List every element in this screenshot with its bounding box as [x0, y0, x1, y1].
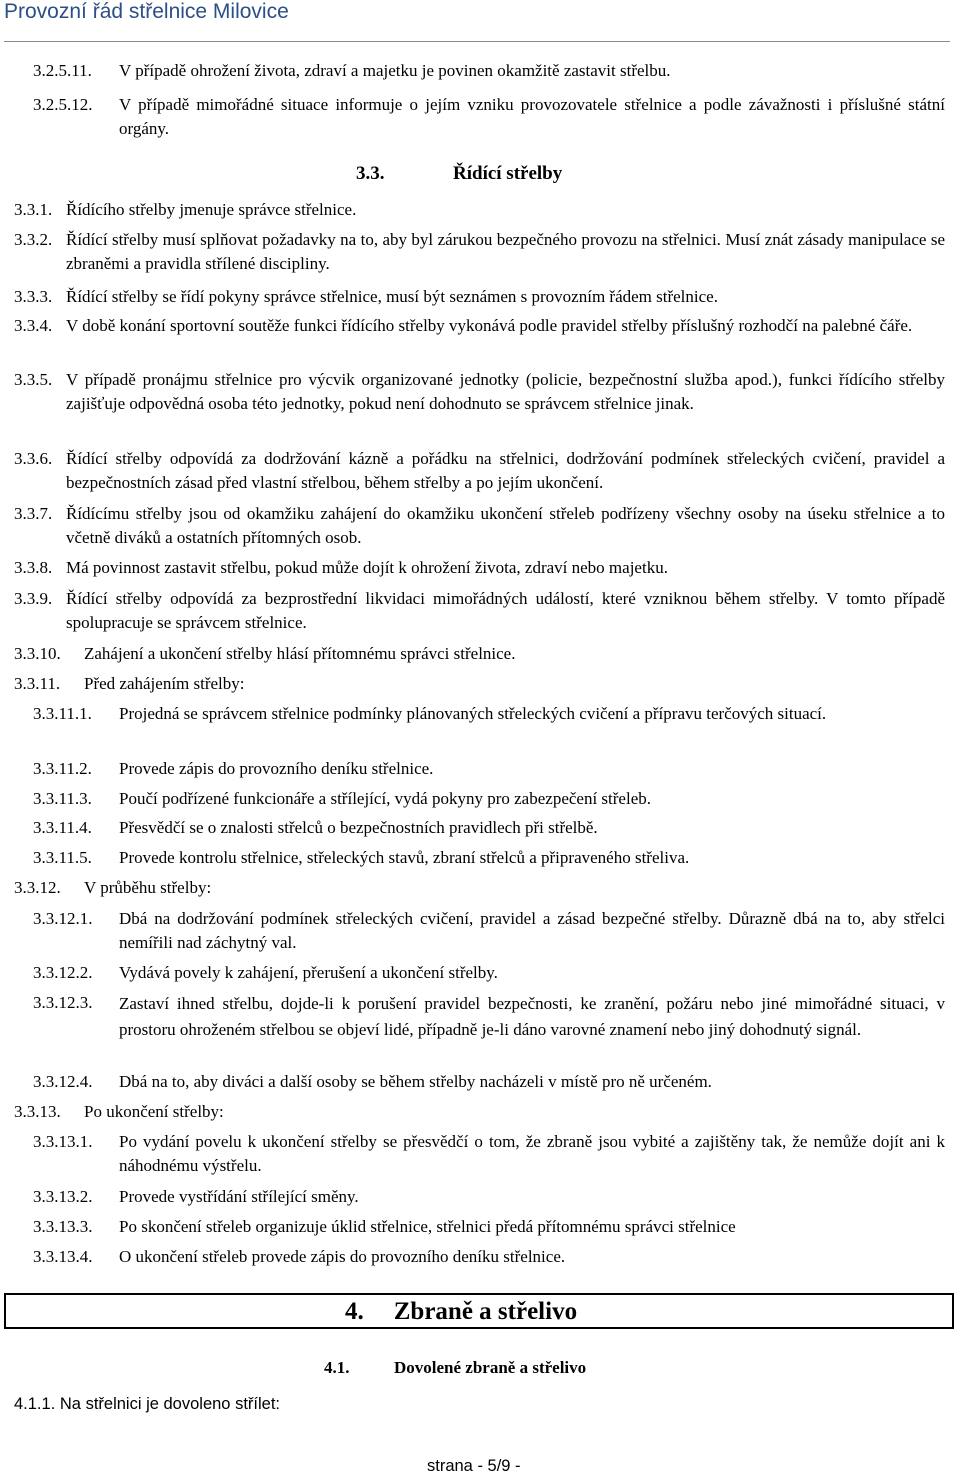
- list-item: [14, 198, 945, 222]
- list-item: [14, 556, 945, 580]
- item-text: Provede vystřídání střílející směny.: [119, 1187, 359, 1206]
- section-number: 4.: [345, 1298, 364, 1325]
- list-item: [14, 447, 945, 495]
- list-item: [33, 1245, 945, 1269]
- page-number: strana - 5/9 -: [427, 1457, 521, 1475]
- item-number: 3.3.11.5.: [33, 848, 92, 867]
- list-item: [14, 1100, 945, 1124]
- item-text: Řídícímu střelby jsou od okamžiku zahájení do okamžiku ukončení střeleb podřízeny všechny osoby na úseku střelnice a to včetně diváků a ostatních přítomných osob.: [66, 504, 945, 547]
- list-item: [33, 1130, 945, 1178]
- item-text: Po skončení střeleb organizuje úklid střelnice, střelnici předá přítomnému správci střelnice: [119, 1217, 736, 1236]
- section-heading: [345, 1296, 577, 1328]
- list-item: [33, 757, 945, 781]
- document-header-title: Provozní řád střelnice Milovice: [4, 0, 289, 23]
- item-text: Má povinnost zastavit střelbu, pokud může dojít k ohrožení života, zdraví nebo majetku.: [66, 558, 668, 577]
- item-text: Zahájení a ukončení střelby hlásí přítomnému správci střelnice.: [84, 644, 516, 663]
- item-number: 3.3.2.: [14, 230, 53, 249]
- list-item: [14, 672, 945, 696]
- item-text: O ukončení střeleb provede zápis do provozního deníku střelnice.: [119, 1247, 566, 1266]
- list-item: [33, 787, 945, 811]
- item-number: 3.3.12.3.: [33, 993, 93, 1012]
- item-text: Provede kontrolu střelnice, střeleckých stavů, zbraní střelců a připraveného střeliva.: [119, 848, 690, 867]
- item-text: Projedná se správcem střelnice podmínky plánovaných střeleckých cvičení a přípravu terčových situací.: [119, 704, 827, 723]
- item-text: Řídící střelby odpovídá za bezprostřední likvidaci mimořádných událostí, které vzniknou během střelby. V tomto případě spolupracuje se správcem střelnice.: [66, 589, 945, 632]
- item-number: 3.3.8.: [14, 558, 53, 577]
- item-text: Poučí podřízené funkcionáře a střílející, vydá pokyny pro zabezpečení střeleb.: [119, 789, 651, 808]
- list-item: [33, 59, 945, 83]
- list-item: [33, 702, 945, 726]
- item-number: 3.3.7.: [14, 504, 53, 523]
- item-number: 3.3.3.: [14, 287, 53, 306]
- header-divider: [4, 41, 950, 42]
- item-text: Řídícího střelby jmenuje správce střelnice.: [66, 200, 357, 219]
- item-number: 3.2.5.11.: [33, 61, 92, 80]
- item-text: Provede zápis do provozního deníku střelnice.: [119, 759, 434, 778]
- section-number: 3.3.: [356, 163, 385, 184]
- item-number: 3.3.11.2.: [33, 759, 92, 778]
- item-number: 3.3.11.1.: [33, 704, 92, 723]
- list-item: [14, 368, 945, 416]
- item-number: 3.3.11.: [14, 674, 61, 693]
- list-item: [14, 502, 945, 550]
- item-number: 3.3.12.4.: [33, 1072, 93, 1091]
- item-number: 3.3.10.: [14, 644, 61, 663]
- list-item: [14, 228, 945, 276]
- list-item: [33, 1070, 945, 1094]
- item-text: Dbá na to, aby diváci a další osoby se během střelby nacházeli v místě pro ně určeném.: [119, 1072, 712, 1091]
- list-item: [33, 93, 945, 141]
- list-item: [33, 907, 945, 955]
- list-item: [14, 642, 945, 666]
- section-heading: Řídící střelby: [453, 163, 563, 184]
- item-text: Zastaví ihned střelbu, dojde-li k porušení pravidel bezpečnosti, ke zranění, požáru nebo jiné mimořádné situaci, v prostoru ohroženém střelbou se objeví lidé, případně je-li dáno varovné znamení nebo jiný dohodnutý signál.: [119, 994, 945, 1039]
- list-item: [14, 314, 945, 338]
- item-number: 3.3.13.2.: [33, 1187, 93, 1206]
- item-number: 3.3.6.: [14, 449, 53, 468]
- list-item: [33, 1215, 945, 1239]
- item-number: 3.3.12.2.: [33, 963, 93, 982]
- item-number: 3.3.13.3.: [33, 1217, 93, 1236]
- item-text: V případě pronájmu střelnice pro výcvik organizované jednotky (policie, bezpečnostní služba apod.), funkci řídícího střelby zajišťuje odpovědná osoba této jednotky, pokud není dohodnuto se správcem střelnice jinak.: [66, 370, 945, 413]
- item-text: V průběhu střelby:: [84, 878, 212, 897]
- item-text: V době konání sportovní soutěže funkci řídícího střelby vykonává podle pravidel střelby příslušný rozhodčí na palebné čáře.: [66, 316, 913, 335]
- item-text: Řídící střelby odpovídá za dodržování kázně a pořádku na střelnici, dodržování podmínek střeleckých cvičení, pravidel a bezpečnostních zásad před vlastní střelbou, během střelby a po jejím ukončení.: [66, 449, 945, 492]
- list-item: [14, 876, 945, 900]
- item-number: 3.3.13.: [14, 1102, 61, 1121]
- item-text: Po ukončení střelby:: [84, 1102, 224, 1121]
- list-item: [33, 846, 945, 870]
- item-number: 3.3.4.: [14, 316, 53, 335]
- list-item: [14, 587, 945, 635]
- item-text: Po vydání povelu k ukončení střelby se přesvědčí o tom, že zbraně jsou vybité a zajištěny tak, že nemůže dojít ani k náhodnému výstřelu.: [119, 1132, 945, 1175]
- item-number: 3.3.12.1.: [33, 909, 93, 928]
- item-number: 3.3.11.3.: [33, 789, 92, 808]
- subsection-heading: Dovolené zbraně a střelivo: [394, 1358, 587, 1377]
- item-number: 3.3.5.: [14, 370, 53, 389]
- item-number: 3.3.9.: [14, 589, 53, 608]
- item-number: 3.3.13.1.: [33, 1132, 93, 1151]
- item-text: Na střelnici je dovoleno střílet:: [59, 1395, 280, 1413]
- item-number: 3.3.1.: [14, 200, 53, 219]
- list-item: [33, 816, 945, 840]
- item-number: 3.3.13.4.: [33, 1247, 93, 1266]
- list-item: [33, 1185, 945, 1209]
- item-text: V případě mimořádné situace informuje o jejím vzniku provozovatele střelnice a podle závažnosti i příslušné státní orgány.: [119, 95, 945, 138]
- item-text: Před zahájením střelby:: [84, 674, 245, 693]
- item-text: Řídící střelby se řídí pokyny správce střelnice, musí být seznámen s provozním řádem střelnice.: [66, 287, 718, 306]
- section-title: Zbraně a střelivo: [393, 1298, 578, 1325]
- list-item: [33, 991, 945, 1043]
- item-number: 4.1.1.: [14, 1395, 56, 1413]
- item-number: 3.3.11.4.: [33, 818, 92, 837]
- item-text: Dbá na dodržování podmínek střeleckých cvičení, pravidel a zásad bezpečné střelby. Důrazně dbá na to, aby střelci nemířili nad záchytný val.: [119, 909, 945, 952]
- list-item: [33, 961, 945, 985]
- item-text: Vydává povely k zahájení, přerušení a ukončení střelby.: [119, 963, 498, 982]
- item-text: V případě ohrožení života, zdraví a majetku je povinen okamžitě zastavit střelbu.: [119, 61, 671, 80]
- item-text: Řídící střelby musí splňovat požadavky na to, aby byl zárukou bezpečného provozu na střelnici. Musí znát zásady manipulace se zbraněmi a pravidla střílené discipliny.: [66, 230, 945, 273]
- list-item: [14, 1392, 280, 1416]
- item-text: Přesvědčí se o znalosti střelců o bezpečnostních pravidlech při střelbě.: [119, 818, 598, 837]
- item-number: 3.2.5.12.: [33, 95, 93, 114]
- subsection-number: 4.1.: [324, 1358, 350, 1377]
- list-item: [14, 285, 945, 309]
- item-number: 3.3.12.: [14, 878, 61, 897]
